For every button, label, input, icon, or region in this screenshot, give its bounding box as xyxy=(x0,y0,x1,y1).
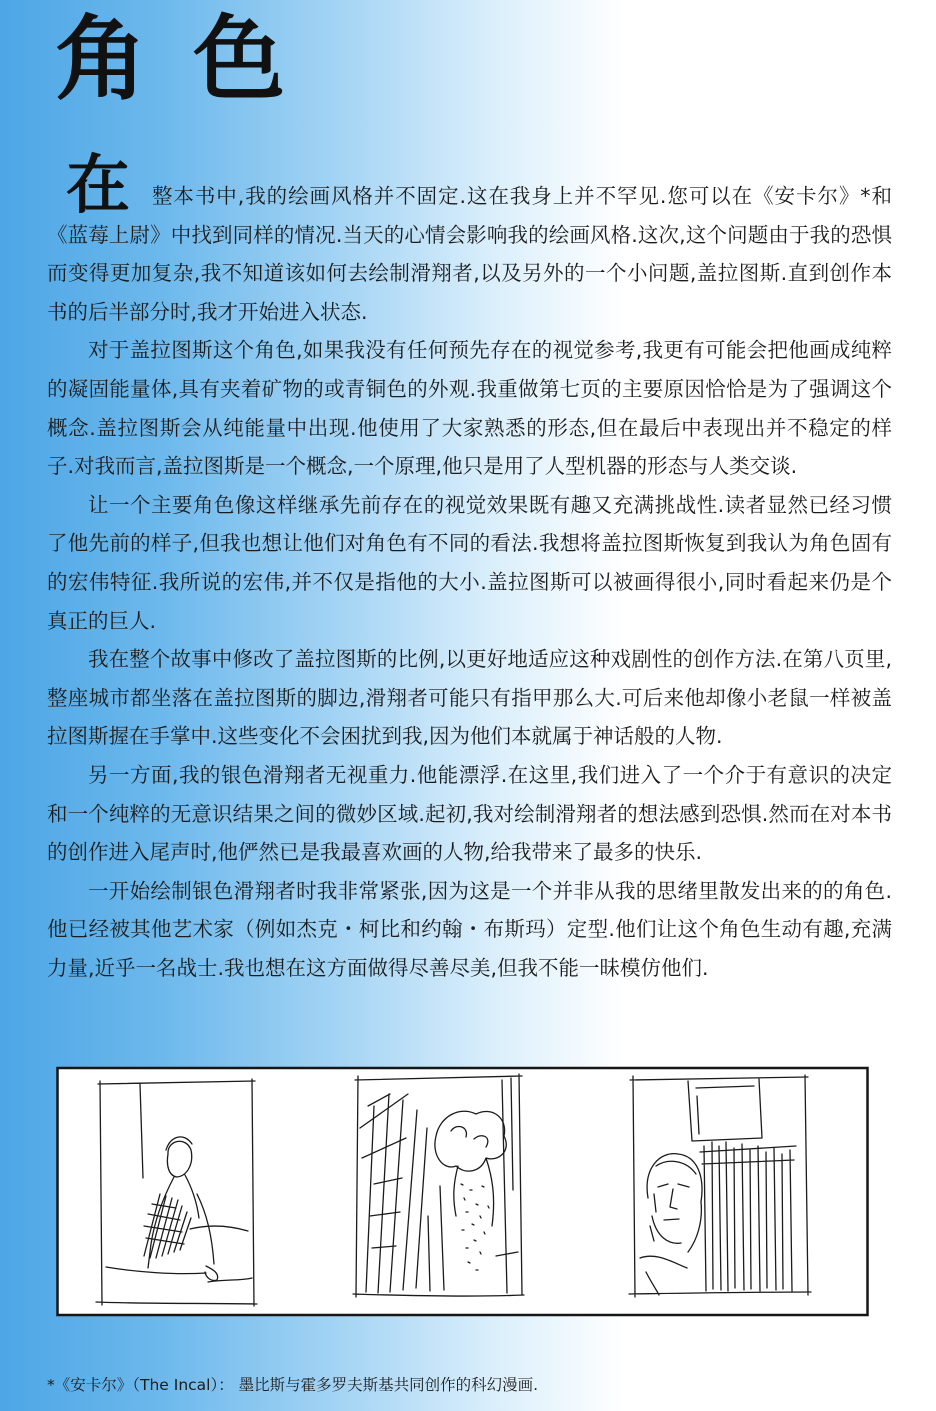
page-title: 角色 xyxy=(55,6,332,113)
paragraph-3: 让一个主要角色像这样继承先前存在的视觉效果既有趣又充满挑战性.读者显然已经习惯了他先前的样子,但我也想让他们对角色有不同的看法.我想将盖拉图斯恢复到我认为角色固有的宏伟特征.我所说的宏伟,并不仅是指他的大小.盖拉图斯可以被画得很小,同时看起来仍是个真正的巨人. xyxy=(47,492,892,633)
sketch-panel-border xyxy=(58,1068,868,1315)
footnote: *《安卡尔》（The Incal）： 墨比斯与霍多罗夫斯基共同创作的科幻漫画. xyxy=(47,1376,539,1394)
sketch-panel xyxy=(56,1066,870,1318)
paragraph-4: 我在整个故事中修改了盖拉图斯的比例,以更好地适应这种戏剧性的创作方法.在第八页里,整座城市都坐落在盖拉图斯的脚边,滑翔者可能只有指甲那么大.可后来他却像小老鼠一样被盖拉图斯握在手掌中.这些变化不会困扰到我,因为他们本就属于神话般的人物. xyxy=(47,647,892,749)
paragraph-6: 一开始绘制银色滑翔者时我非常紧张,因为这是一个并非从我的思绪里散发出来的的角色.他已经被其他艺术家（例如杰克・柯比和约翰・布斯玛）定型.他们让这个角色生动有趣,充满力量,近乎一名战士.我也想在这方面做得尽善尽美,但我不能一昧模仿他们. xyxy=(47,878,892,980)
paragraph-5: 另一方面,我的银色滑翔者无视重力.他能漂浮.在这里,我们进入了一个介于有意识的决定和一个纯粹的无意识结果之间的微妙区域.起初,我对绘制滑翔者的想法感到恐惧.然而在对本书的创作进入尾声时,他俨然已是我最喜欢画的人物,给我带来了最多的快乐. xyxy=(47,762,892,865)
drop-cap: 在 xyxy=(66,149,130,223)
article-body xyxy=(47,177,892,987)
paragraph-2: 对于盖拉图斯这个角色,如果我没有任何预先存在的视觉参考,我更有可能会把他画成纯粹的凝固能量体,具有夹着矿物的或青铜色的外观.我重做第七页的主要原因恰恰是为了强调这个概念.盖拉图斯会从纯能量中出现.他使用了大家熟悉的形态,但在最后中表现出并不稳定的样子.对我而言,盖拉图斯是一个概念,一个原理,他只是用了人型机器的形态与人类交谈. xyxy=(47,338,892,479)
paragraph-1: 整本书中,我的绘画风格并不固定.这在我身上并不罕见.您可以在《安卡尔》*和《蓝莓上尉》中找到同样的情况.当天的心情会影响我的绘画风格.这次,这个问题由于我的恐惧而变得更加复杂,我不知道该如何去绘制滑翔者,以及另外的一个小问题,盖拉图斯.直到创作本书的后半部分时,我才开始进入状态. xyxy=(47,184,892,324)
